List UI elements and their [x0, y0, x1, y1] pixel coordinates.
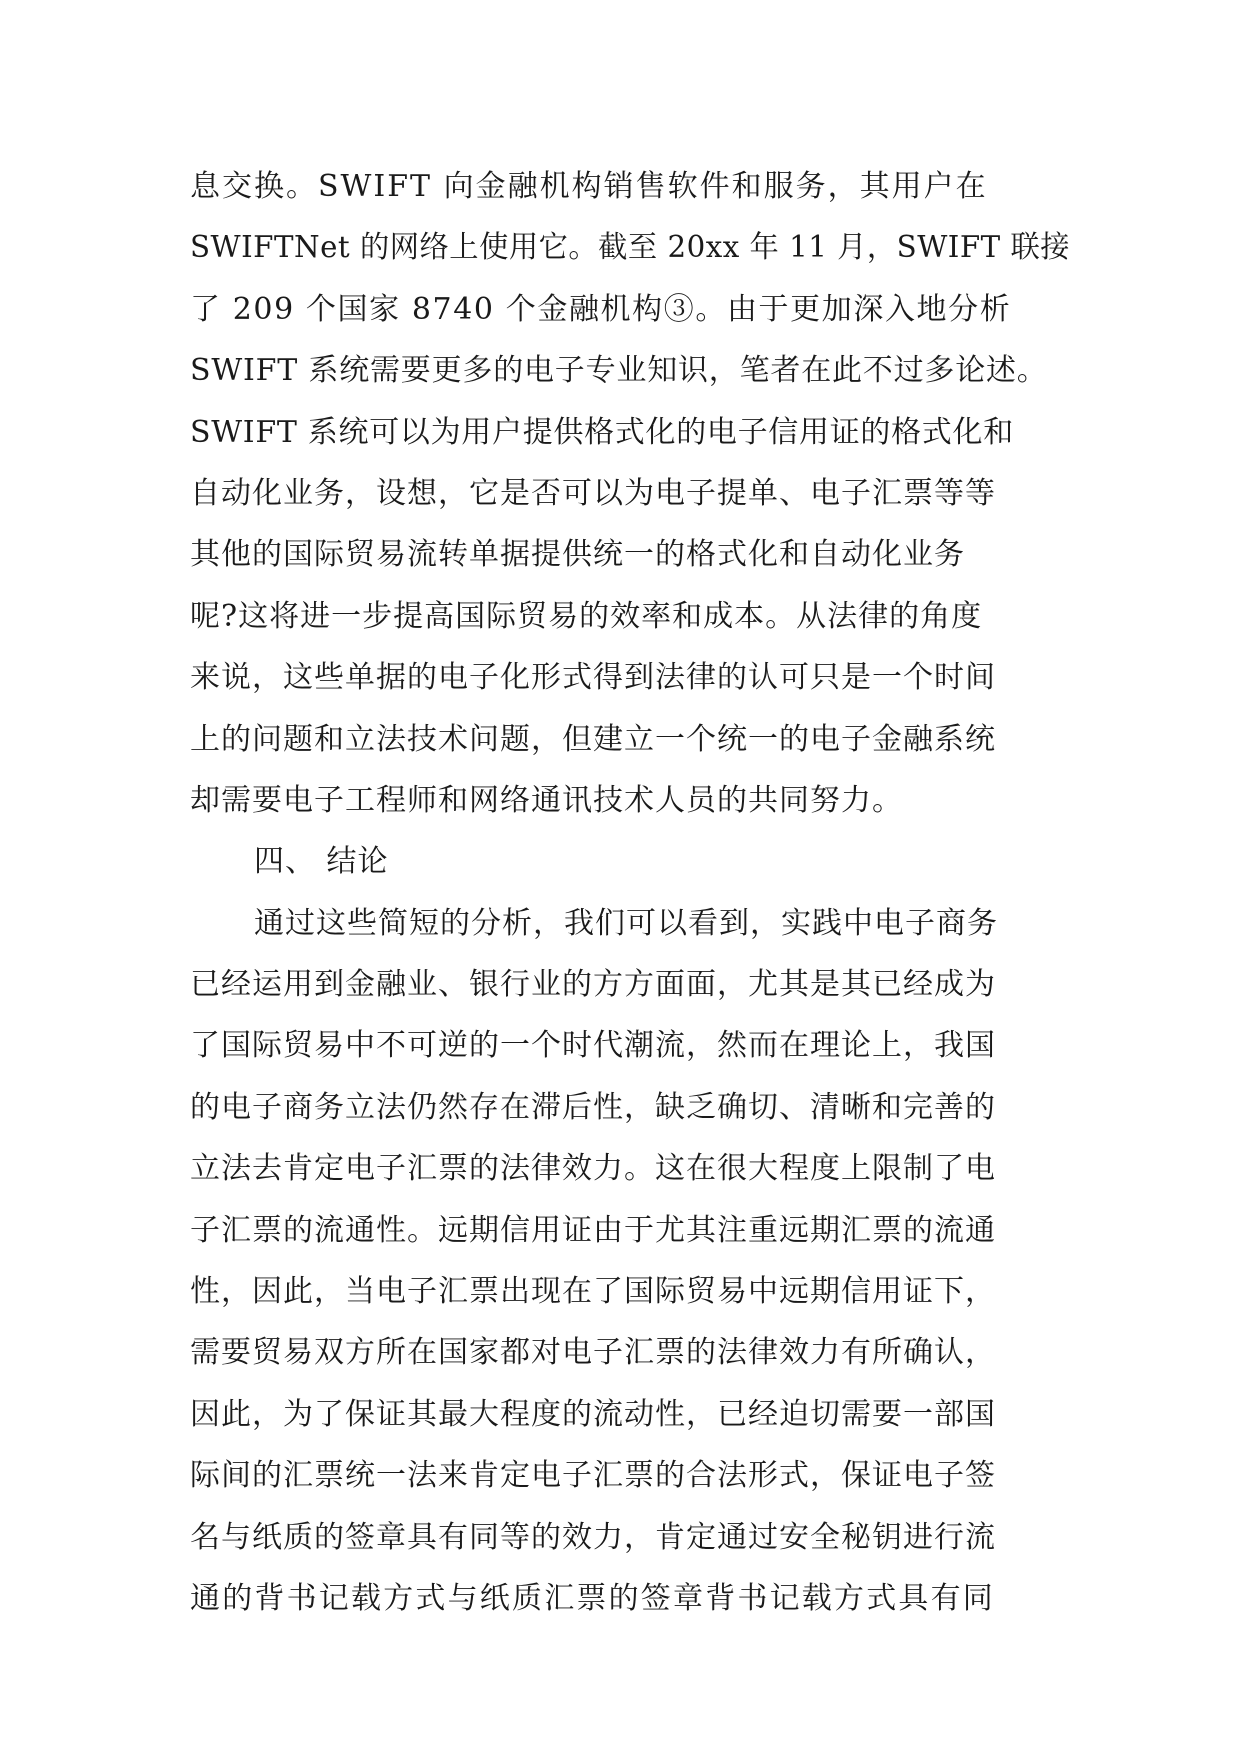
paragraph-first-line	[190, 893, 1070, 954]
text-line-content: 的电子商务立法仍然存在滞后性，缺乏确切、清晰和完善的	[190, 1089, 996, 1125]
text-line	[190, 156, 1070, 217]
text-line	[190, 217, 1070, 278]
text-line-content: 上的问题和立法技术问题，但建立一个统一的电子金融系统	[190, 721, 996, 757]
text-line	[190, 1200, 1070, 1261]
text-line	[190, 279, 1070, 340]
text-line-content: 却需要电子工程师和网络通讯技术人员的共同努力。	[190, 782, 903, 818]
text-line-content: 已经运用到金融业、银行业的方方面面，尤其是其已经成为	[190, 967, 996, 1003]
text-line	[190, 340, 1070, 401]
text-line-content: 际间的汇票统一法来肯定电子汇票的合法形式，保证电子签	[190, 1458, 996, 1494]
text-line	[190, 1445, 1070, 1506]
text-line-content: 了国际贸易中不可逆的一个时代潮流，然而在理论上，我国	[190, 1028, 996, 1064]
text-line-content: 名与纸质的签章具有同等的效力，肯定通过安全秘钥进行流	[190, 1519, 996, 1555]
text-line-content: 通过这些简短的分析，我们可以看到，实践中电子商务	[254, 905, 998, 941]
section-heading-conclusion	[190, 831, 1070, 892]
text-line	[190, 1261, 1070, 1322]
text-line-content: SWIFT 系统需要更多的电子专业知识，笔者在此不过多论述。	[190, 353, 1048, 389]
text-line	[190, 770, 1070, 831]
text-line	[190, 647, 1070, 708]
text-line	[190, 524, 1070, 585]
text-line	[190, 954, 1070, 1015]
text-line-content: 其他的国际贸易流转单据提供统一的格式化和自动化业务	[190, 537, 965, 573]
text-line-content: SWIFTNet 的网络上使用它。截至 20xx 年 11 月，SWIFT 联接	[190, 230, 1070, 266]
text-line-content: 需要贸易双方所在国家都对电子汇票的法律效力有所确认，	[190, 1335, 996, 1371]
text-line-content: 因此，为了保证其最大程度的流动性，已经迫切需要一部国	[190, 1396, 996, 1432]
text-line	[190, 1507, 1070, 1568]
text-line	[190, 1384, 1070, 1445]
text-line	[190, 1077, 1070, 1138]
text-line-content: 来说，这些单据的电子化形式得到法律的认可只是一个时间	[190, 660, 996, 696]
text-line	[190, 1322, 1070, 1383]
text-line-content: 息交换。SWIFT 向金融机构销售软件和服务，其用户在	[190, 169, 988, 204]
text-line	[190, 586, 1070, 647]
text-line-content: SWIFT 系统可以为用户提供格式化的电子信用证的格式化和	[190, 414, 1014, 450]
text-line	[190, 463, 1070, 524]
document-body	[190, 156, 1070, 1629]
text-line	[190, 1138, 1070, 1199]
text-line-content: 呢?这将进一步提高国际贸易的效率和成本。从法律的角度	[190, 598, 983, 634]
text-line-content: 自动化业务，设想，它是否可以为电子提单、电子汇票等等	[190, 475, 996, 511]
text-line-content: 性，因此，当电子汇票出现在了国际贸易中远期信用证下，	[190, 1274, 996, 1310]
text-line-content: 通的背书记载方式与纸质汇票的签章背书记载方式具有同	[190, 1580, 995, 1616]
text-line-content: 了 209 个国家 8740 个金融机构③。由于更加深入地分析	[190, 291, 1012, 327]
text-line-content: 子汇票的流通性。远期信用证由于尤其注重远期汇票的流通	[190, 1212, 996, 1248]
text-line	[190, 1015, 1070, 1076]
text-line-content: 立法去肯定电子汇票的法律效力。这在很大程度上限制了电	[190, 1151, 996, 1187]
text-line	[190, 1568, 1070, 1629]
section-heading-text: 四、 结论	[254, 844, 389, 880]
text-line	[190, 709, 1070, 770]
text-line	[190, 402, 1070, 463]
